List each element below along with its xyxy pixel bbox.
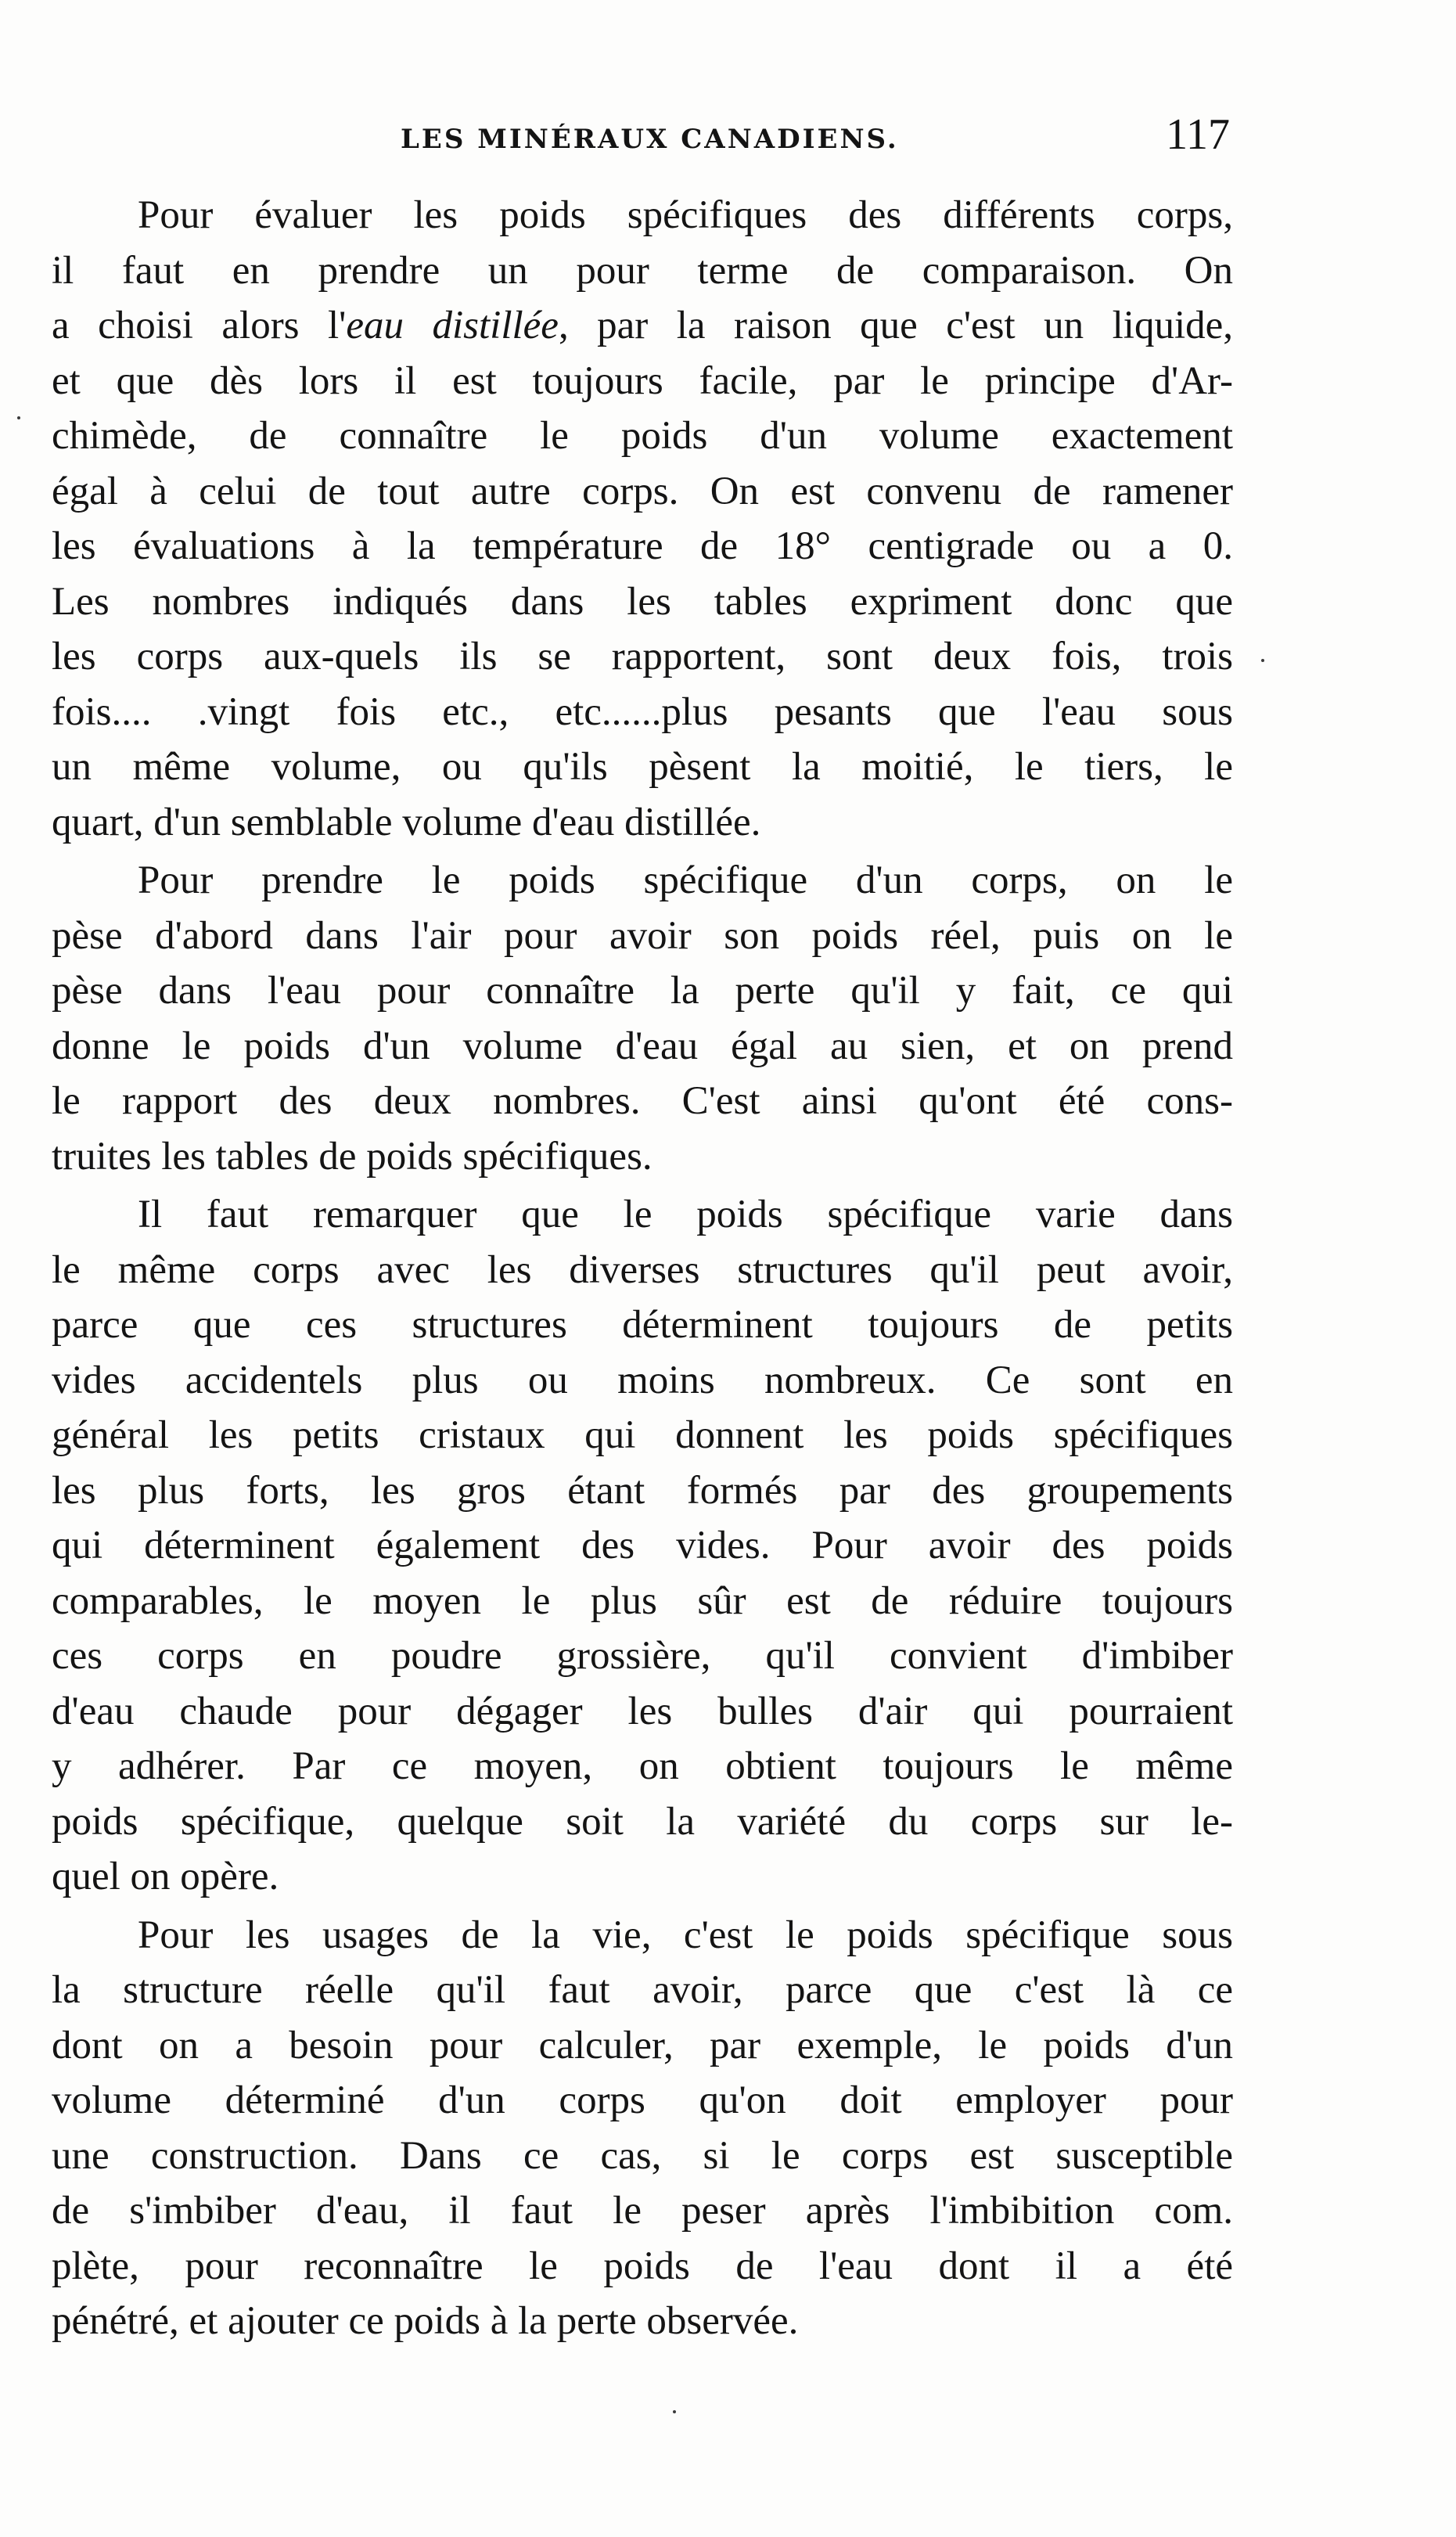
text-segment: , par la raison que c'est un liquide, bbox=[558, 304, 1234, 347]
text-segment: a choisi alors l' bbox=[52, 304, 347, 347]
text-line: les plus forts, les gros étant formés par des groupements bbox=[52, 1468, 1233, 1513]
text-line: Pour prendre le poids spécifique d'un corps, on le bbox=[138, 858, 1233, 902]
paragraph bbox=[52, 1187, 1233, 1905]
text-line: pénétré, et ajouter ce poids à la perte observée. bbox=[52, 2299, 799, 2343]
scan-speck bbox=[673, 2410, 676, 2413]
italic-term: eau distillée bbox=[346, 304, 559, 347]
text-line: un même volume, ou qu'ils pèsent la moitié, le tiers, le bbox=[52, 745, 1233, 789]
text-line: qui déterminent également des vides. Pour avoir des poids bbox=[52, 1524, 1233, 1567]
text-line: parce que ces structures déterminent toujours de petits bbox=[52, 1303, 1233, 1347]
paragraph bbox=[52, 188, 1233, 850]
text-line: d'eau chaude pour dégager les bulles d'air qui pourraient bbox=[52, 1689, 1233, 1733]
text-line: pèse dans l'eau pour connaître la perte qu'il y fait, ce qui bbox=[52, 969, 1233, 1013]
text-line: Pour les usages de la vie, c'est le poids spécifique sous bbox=[138, 1913, 1233, 1957]
text-line: pèse d'abord dans l'air pour avoir son poids réel, puis on le bbox=[52, 913, 1233, 958]
text-line: égal à celui de tout autre corps. On est convenu de ramener bbox=[52, 469, 1233, 513]
text-line: et que dès lors il est toujours facile, par le principe d'Ar- bbox=[52, 358, 1233, 403]
text-line: quart, d'un semblable volume d'eau distillée. bbox=[52, 800, 761, 844]
paragraph bbox=[52, 853, 1233, 1184]
text-line: y adhérer. Par ce moyen, on obtient toujours le même bbox=[52, 1744, 1233, 1788]
running-title: LES MINÉRAUX CANADIENS. bbox=[401, 124, 899, 155]
text-line: chimède, de connaître le poids d'un volume exactement bbox=[52, 414, 1233, 458]
text-line: Les nombres indiqués dans les tables expriment donc que bbox=[52, 579, 1233, 624]
text-line: les corps aux-quels ils se rapportent, sont deux fois, trois bbox=[52, 635, 1233, 678]
body-text bbox=[52, 188, 1233, 2349]
text-line: le rapport des deux nombres. C'est ainsi qu'ont été cons- bbox=[52, 1079, 1233, 1123]
text-line: truites les tables de poids spécifiques. bbox=[52, 1134, 653, 1179]
paragraph bbox=[52, 1908, 1233, 2349]
text-line: comparables, le moyen le plus sûr est de réduire toujours bbox=[52, 1578, 1233, 1623]
text-line: donne le poids d'un volume d'eau égal au sien, et on prend bbox=[52, 1024, 1233, 1068]
text-line: le même corps avec les diverses structures qu'il peut avoir, bbox=[52, 1247, 1233, 1292]
text-line: plète, pour reconnaître le poids de l'eau dont il a été bbox=[52, 2244, 1233, 2288]
text-line: les évaluations à la température de 18° centigrade ou a 0. bbox=[52, 524, 1233, 568]
text-line: ces corps en poudre grossière, qu'il convient d'imbiber bbox=[52, 1634, 1233, 1678]
text-line: vides accidentels plus ou moins nombreux. Ce sont en bbox=[52, 1358, 1233, 1402]
text-line: il faut en prendre un pour terme de comparaison. On bbox=[52, 248, 1233, 293]
text-line: volume déterminé d'un corps qu'on doit employer pour bbox=[52, 2078, 1233, 2122]
page-number: 117 bbox=[1166, 110, 1230, 159]
scan-speck bbox=[17, 416, 20, 419]
text-line: poids spécifique, quelque soit la variété du corps sur le- bbox=[52, 1799, 1233, 1844]
text-line: dont on a besoin pour calculer, par exemple, le poids d'un bbox=[52, 2023, 1233, 2067]
text-line: général les petits cristaux qui donnent les poids spécifiques bbox=[52, 1413, 1233, 1457]
scan-speck bbox=[1261, 659, 1264, 662]
page-header bbox=[64, 110, 1230, 164]
text-line: Il faut remarquer que le poids spécifique varie dans bbox=[138, 1193, 1233, 1236]
text-line: une construction. Dans ce cas, si le corps est susceptible bbox=[52, 2133, 1233, 2178]
text-line: Pour évaluer les poids spécifiques des différents corps, bbox=[138, 193, 1233, 237]
text-line: de s'imbiber d'eau, il faut le peser après l'imbibition com. bbox=[52, 2189, 1233, 2233]
text-line: la structure réelle qu'il faut avoir, parce que c'est là ce bbox=[52, 1968, 1233, 2012]
text-line bbox=[52, 298, 1233, 354]
text-line: quel on opère. bbox=[52, 1855, 279, 1898]
text-line: fois.... .vingt fois etc., etc......plus pesants que l'eau sous bbox=[52, 689, 1233, 734]
